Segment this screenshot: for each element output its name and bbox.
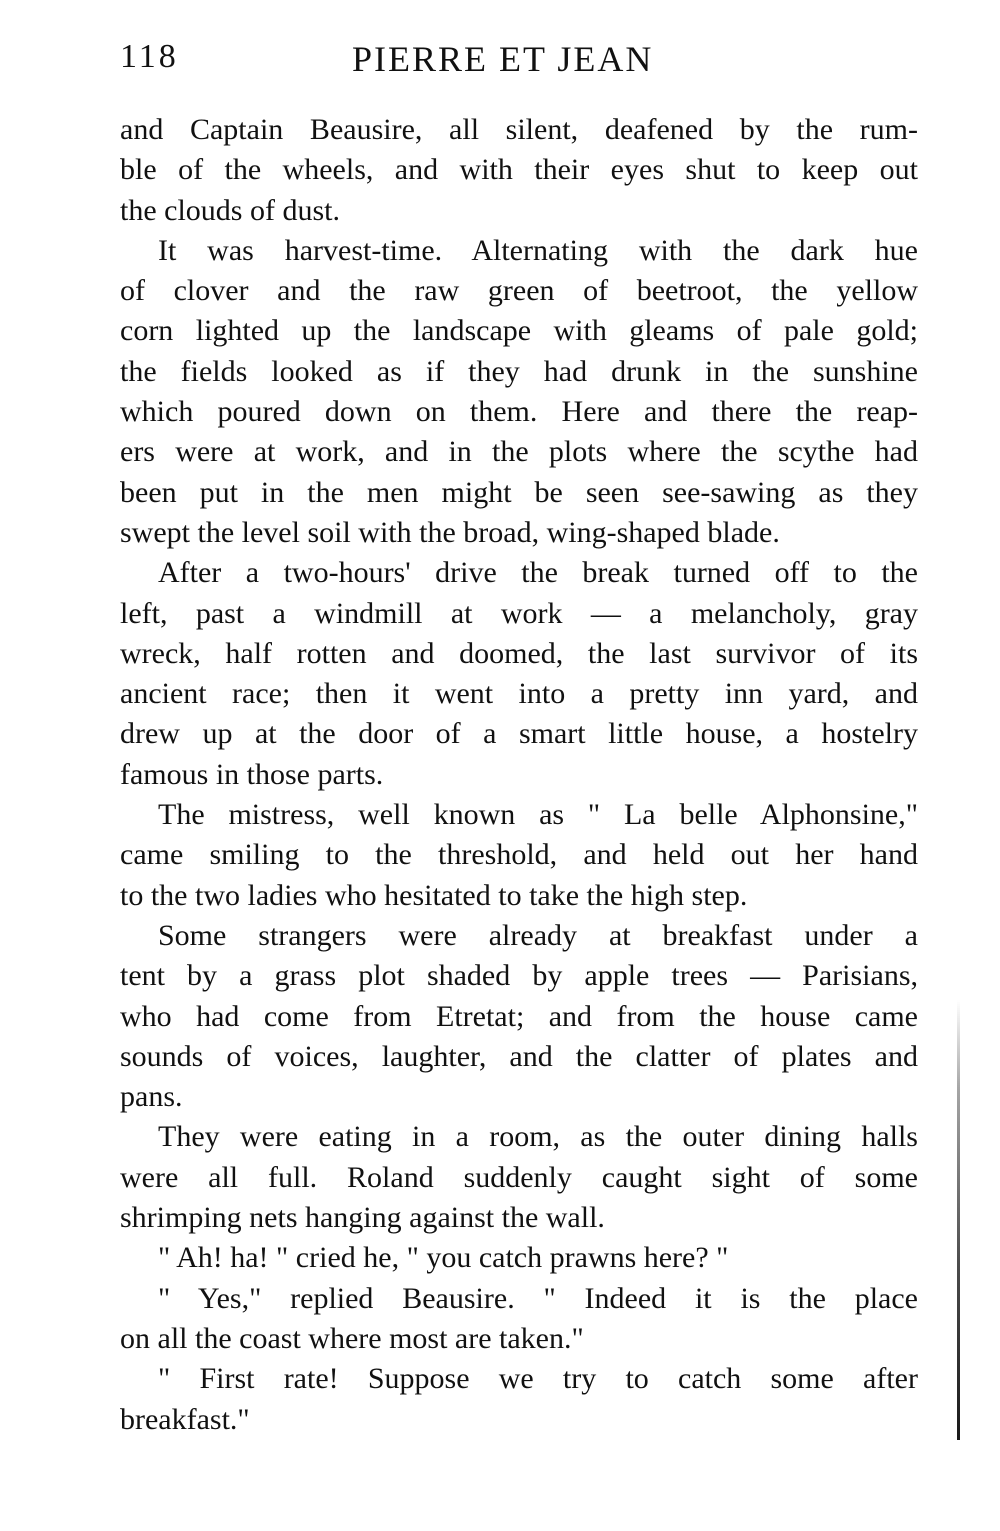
text-line: corn lighted up the landscape with gleams of pale gold; bbox=[120, 314, 918, 348]
text-line: " Yes," replied Beausire. " Indeed it is the place bbox=[158, 1281, 918, 1315]
text-line: The mistress, well known as " La belle Alphonsine," bbox=[158, 798, 918, 832]
text-line: who had come from Etretat; and from the house came bbox=[120, 999, 918, 1033]
text-line: on all the coast where most are taken." bbox=[120, 1321, 584, 1355]
text-line: left, past a windmill at work — a melancholy, gray bbox=[120, 596, 918, 630]
text-line: the fields looked as if they had drunk in the sunshine bbox=[120, 354, 918, 388]
body-text bbox=[120, 110, 918, 1440]
text-line: came smiling to the threshold, and held out her hand bbox=[120, 838, 918, 872]
text-line: After a two-hours' drive the break turned off to the bbox=[158, 556, 918, 590]
text-line: and Captain Beausire, all silent, deafened by the rum- bbox=[120, 113, 918, 146]
scan-margin-artifact bbox=[957, 1000, 960, 1440]
text-line: sounds of voices, laughter, and the clatter of plates and bbox=[120, 1039, 918, 1073]
text-line: shrimping nets hanging against the wall. bbox=[120, 1201, 605, 1235]
text-line: of clover and the raw green of beetroot, the yellow bbox=[120, 274, 918, 308]
text-line: pans. bbox=[120, 1080, 183, 1114]
text-line: been put in the men might be seen see-sawing as they bbox=[120, 475, 918, 509]
text-line: wreck, half rotten and doomed, the last survivor of its bbox=[120, 636, 918, 670]
text-line: Some strangers were already at breakfast under a bbox=[158, 918, 918, 952]
text-line: ancient race; then it went into a pretty inn yard, and bbox=[120, 677, 918, 711]
page-number: 118 bbox=[120, 38, 179, 75]
text-line: swept the level soil with the broad, wing-shaped blade. bbox=[120, 515, 780, 549]
text-line: were all full. Roland suddenly caught sight of some bbox=[120, 1160, 918, 1194]
text-line: tent by a grass plot shaded by apple trees — Parisians, bbox=[120, 959, 918, 993]
text-line: famous in those parts. bbox=[120, 757, 384, 791]
text-line: They were eating in a room, as the outer dining halls bbox=[158, 1120, 918, 1154]
text-line: ers were at work, and in the plots where the scythe had bbox=[120, 435, 918, 469]
text-line: " Ah! ha! " cried he, " you catch prawns here? " bbox=[158, 1241, 729, 1275]
text-line: " First rate! Suppose we try to catch some after bbox=[158, 1362, 918, 1396]
text-line: the clouds of dust. bbox=[120, 193, 340, 227]
text-line: ble of the wheels, and with their eyes shut to keep out bbox=[120, 153, 918, 187]
text-line: to the two ladies who hesitated to take the high step. bbox=[120, 878, 748, 912]
running-head bbox=[120, 38, 920, 88]
text-line: breakfast." bbox=[120, 1402, 250, 1436]
text-line: which poured down on them. Here and there the reap- bbox=[120, 395, 918, 429]
book-title: PIERRE ET JEAN bbox=[352, 39, 654, 79]
text-line: drew up at the door of a smart little house, a hostelry bbox=[120, 717, 918, 751]
text-line: It was harvest-time. Alternating with the dark hue bbox=[158, 233, 918, 267]
